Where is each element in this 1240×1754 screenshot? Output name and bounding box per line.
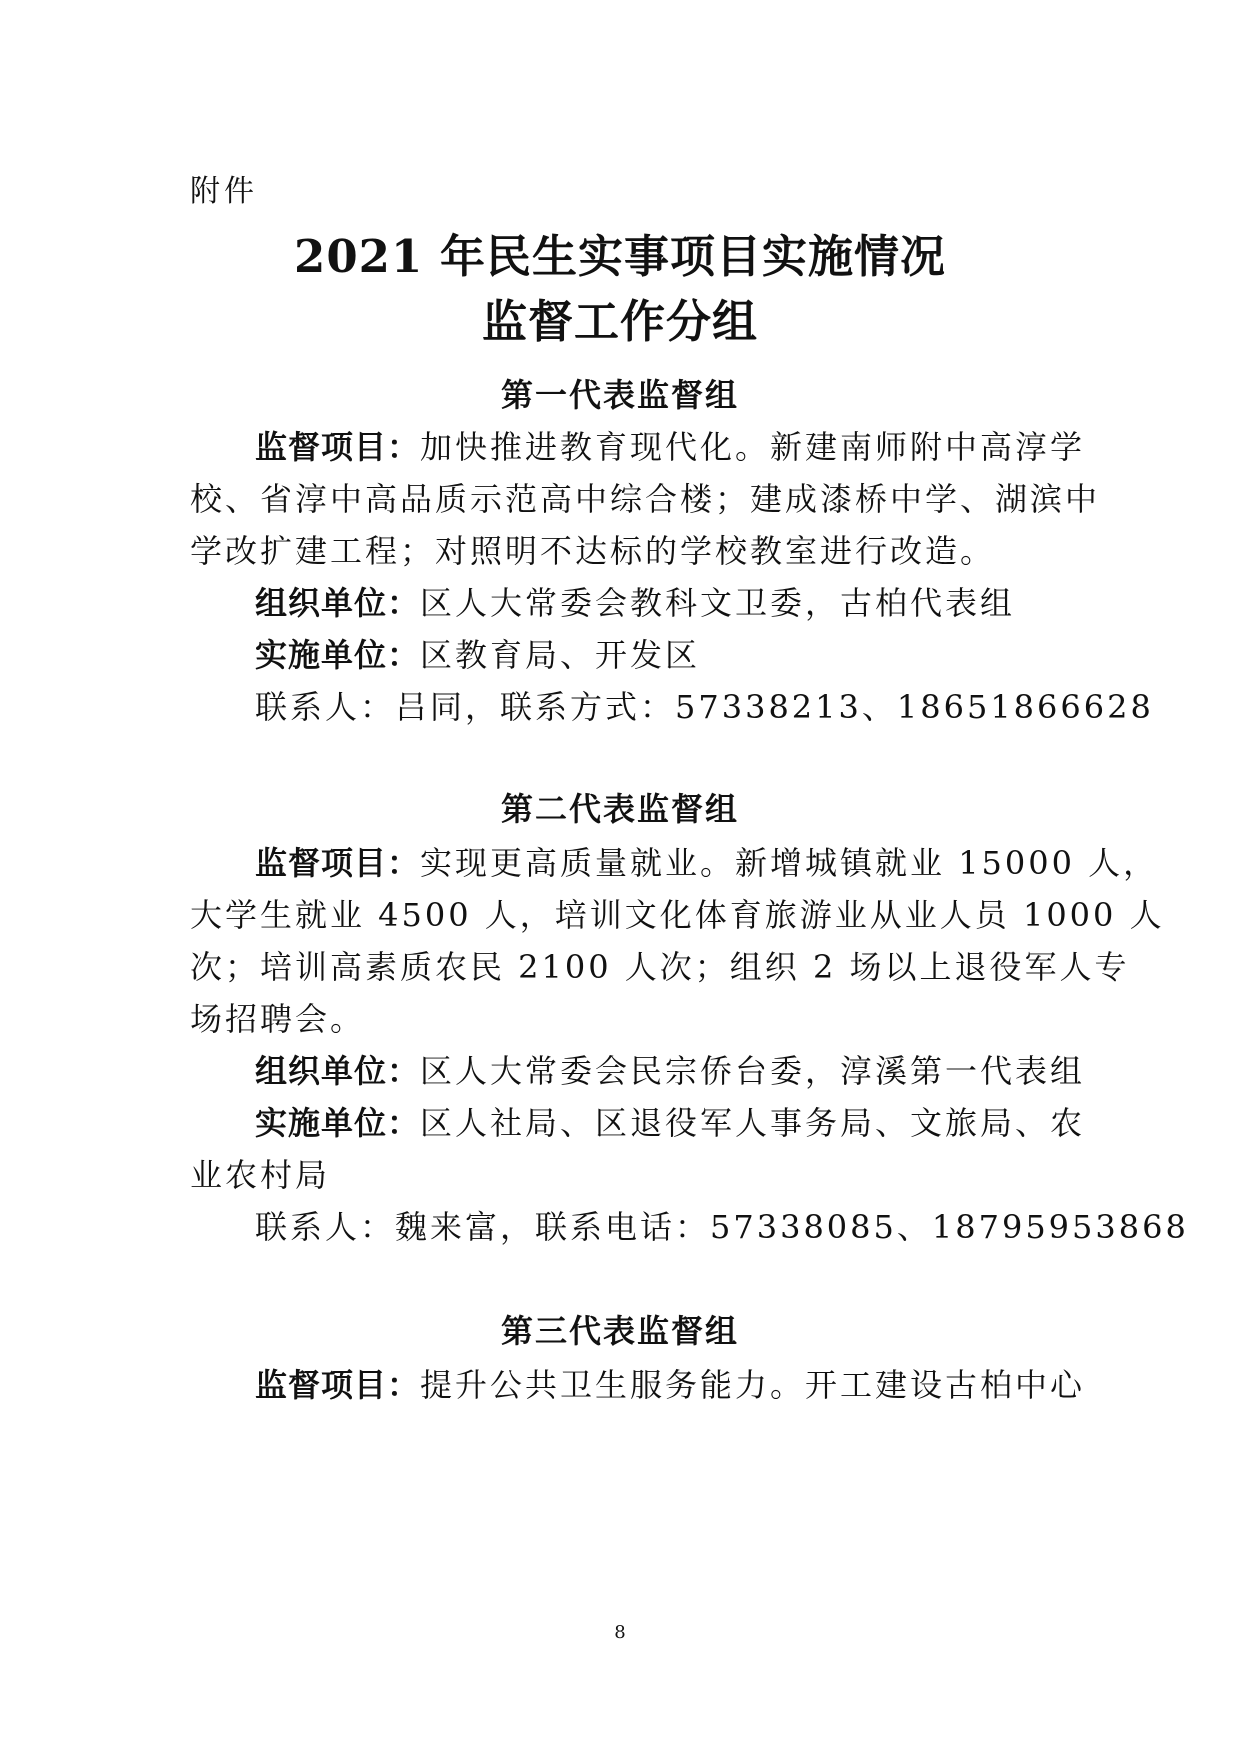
group-1-project-line-2: 校、省淳中高品质示范高中综合楼；建成漆桥中学、湖滨中 [190, 480, 1101, 518]
org-value: 区人大常委会民宗侨台委，淳溪第一代表组 [420, 1052, 1086, 1090]
project-label: 监督项目： [255, 1366, 421, 1404]
group-3-heading: 第三代表监督组 [500, 1312, 739, 1350]
group-2-contact: 联系人：魏来富，联系电话：57338085、18795953868 [255, 1208, 1189, 1246]
group-1-heading: 第一代表监督组 [500, 376, 739, 414]
impl-value: 区教育局、开发区 [420, 636, 701, 674]
group-1-contact: 联系人：吕同，联系方式：57338213、18651866628 [255, 688, 1154, 726]
group-2-org-line [255, 1046, 1086, 1092]
project-label: 监督项目： [255, 844, 421, 882]
document-title-line-2: 监督工作分组 [481, 295, 758, 348]
group-2-impl-line-2: 业农村局 [190, 1156, 331, 1194]
group-2-project-line-4: 场招聘会。 [190, 1000, 366, 1038]
group-1-project-line-3: 学改扩建工程；对照明不达标的学校教室进行改造。 [190, 532, 996, 570]
group-2-impl-line-1 [255, 1098, 1086, 1144]
org-label: 组织单位： [255, 584, 421, 622]
project-text: 实现更高质量就业。新增城镇就业 15000 人， [420, 844, 1159, 882]
attachment-label: 附件 [190, 174, 258, 209]
group-1-project-line-1 [255, 422, 1086, 468]
impl-label: 实施单位： [255, 1104, 421, 1142]
group-1-impl-line [255, 630, 1050, 676]
org-label: 组织单位： [255, 1052, 421, 1090]
project-text: 提升公共卫生服务能力。开工建设古柏中心 [420, 1366, 1086, 1404]
group-3-project-line-1 [255, 1360, 1086, 1406]
page-number: 8 [614, 1622, 626, 1643]
org-value: 区人大常委会教科文卫委，古柏代表组 [420, 584, 1016, 622]
group-2-project-line-2: 大学生就业 4500 人，培训文化体育旅游业从业人员 1000 人 [190, 896, 1165, 934]
group-1-org-line [255, 578, 1050, 624]
group-2-heading: 第二代表监督组 [500, 790, 739, 828]
project-text: 加快推进教育现代化。新建南师附中高淳学 [420, 428, 1086, 466]
impl-value: 区人社局、区退役军人事务局、文旅局、农 [420, 1104, 1086, 1142]
project-label: 监督项目： [255, 428, 421, 466]
group-2-project-line-3: 次；培训高素质农民 2100 人次；组织 2 场以上退役军人专 [190, 948, 1130, 986]
impl-label: 实施单位： [255, 636, 421, 674]
group-2-project-line-1 [255, 838, 1159, 884]
document-title-line-1: 2021 年民生实事项目实施情况 [294, 230, 946, 283]
